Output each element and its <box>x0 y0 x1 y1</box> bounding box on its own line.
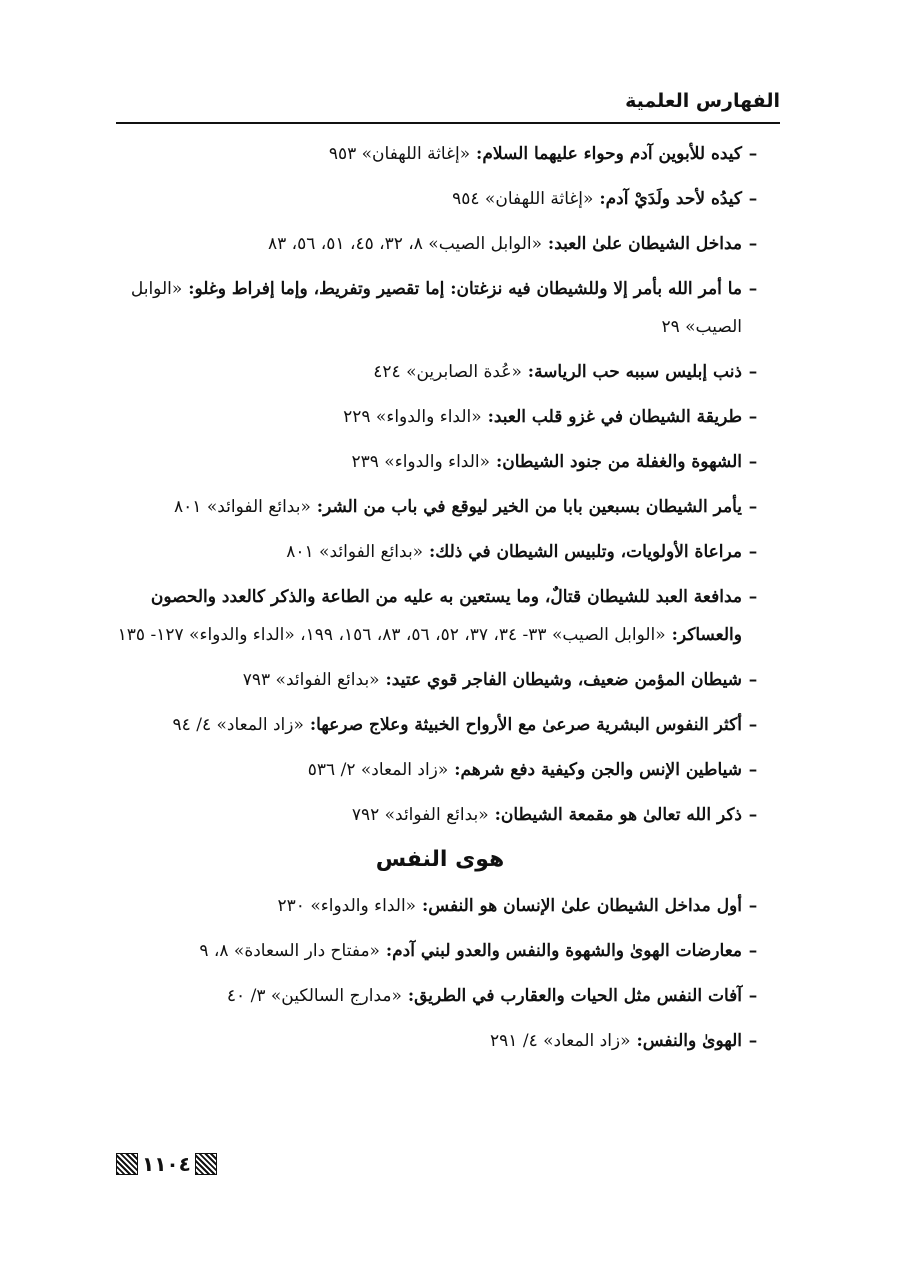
index-entry <box>116 887 764 925</box>
entry-dash: – <box>748 986 758 1006</box>
entry-topic: مداخل الشيطان علىٰ العبد: <box>547 234 742 254</box>
index-entry <box>116 932 764 970</box>
index-entry <box>116 488 764 526</box>
entry-dash: – <box>748 407 758 427</box>
entry-topic: معارضات الهوىٰ والشهوة والنفس والعدو لبني آدم: <box>385 941 742 961</box>
entry-topic: ما أمر الله بأمر إلا وللشيطان فيه نزغتان: إما تقصير وتفريط، وإما إفراط وغلو: <box>188 279 742 299</box>
entry-text <box>116 751 742 789</box>
entry-reference: «زاد المعاد» ٤/ ٢٩١ <box>490 1031 631 1051</box>
entry-reference: «زاد المعاد» ٢/ ٥٣٦ <box>307 760 449 780</box>
entry-reference: «بدائع الفوائد» ٧٩٣ <box>242 670 380 690</box>
entry-reference: «الداء والدواء» ٢٣٩ <box>351 452 491 472</box>
entry-topic: أكثر النفوس البشرية صرعىٰ مع الأرواح الخبيثة وعلاج صرعها: <box>309 715 742 735</box>
index-content <box>116 135 764 1067</box>
entry-dash: – <box>748 144 758 164</box>
entry-dash: – <box>748 1031 758 1051</box>
entry-dash: – <box>748 715 758 735</box>
entry-dash: – <box>748 452 758 472</box>
index-entry <box>116 135 764 173</box>
entries-list <box>116 887 764 1060</box>
entry-text <box>116 135 742 173</box>
entry-text <box>116 398 742 436</box>
entry-dash: – <box>748 760 758 780</box>
ornament-icon <box>195 1153 217 1175</box>
entry-reference: «الداء والدواء» ٢٣٠ <box>277 896 417 916</box>
index-entry <box>116 977 764 1015</box>
entry-reference: «إغاثة اللهفان» ٩٥٣ <box>328 144 471 164</box>
entry-reference: «إغاثة اللهفان» ٩٥٤ <box>452 189 594 209</box>
index-entry <box>116 661 764 699</box>
entry-topic: ذنب إبليس سببه حب الرياسة: <box>527 362 742 382</box>
entry-text <box>116 443 742 481</box>
entry-topic: ذكر الله تعالىٰ هو مقمعة الشيطان: <box>494 805 742 825</box>
entry-topic: الهوىٰ والنفس: <box>636 1031 742 1051</box>
entries-list <box>116 135 764 834</box>
entry-topic: مدافعة العبد للشيطان قتالٌ، وما يستعين به عليه من الطاعة والذكر كالعدد والحصون والعساكر: <box>150 587 742 645</box>
entry-dash: – <box>748 234 758 254</box>
index-entry <box>116 1022 764 1060</box>
index-entry <box>116 225 764 263</box>
header-title: الفهارس العلمية <box>625 90 780 112</box>
entry-reference: «الداء والدواء» ٢٢٩ <box>343 407 482 427</box>
entry-text <box>116 661 742 699</box>
entry-text <box>116 353 742 391</box>
entry-reference: «زاد المعاد» ٤/ ٩٤ <box>172 715 304 735</box>
index-entry <box>116 578 764 654</box>
entry-text <box>116 796 742 834</box>
entry-text <box>116 225 742 263</box>
entry-topic: طريقة الشيطان في غزو قلب العبد: <box>487 407 742 427</box>
entry-text <box>116 887 742 925</box>
entry-topic: شياطين الإنس والجن وكيفية دفع شرهم: <box>454 760 742 780</box>
entry-topic: مراعاة الأولويات، وتلبيس الشيطان في ذلك: <box>429 542 742 562</box>
entry-dash: – <box>748 805 758 825</box>
entry-topic: شيطان المؤمن ضعيف، وشيطان الفاجر قوي عتيد: <box>385 670 742 690</box>
index-entry <box>116 398 764 436</box>
running-header <box>116 90 780 124</box>
page-number: ١١٠٤ <box>142 1152 191 1176</box>
entry-text <box>116 180 742 218</box>
entry-text <box>116 488 742 526</box>
entry-reference: «بدائع الفوائد» ٨٠١ <box>286 542 424 562</box>
index-entry <box>116 180 764 218</box>
entry-dash: – <box>748 670 758 690</box>
index-entry <box>116 353 764 391</box>
entry-reference: «الوابل الصيب» ٨، ٣٢، ٤٥، ٥١، ٥٦، ٨٣ <box>267 234 542 254</box>
entry-reference: «الوابل الصيب» ٢٩ <box>130 279 742 337</box>
entry-text <box>116 932 742 970</box>
entry-reference: «الوابل الصيب» ٣٣- ٣٤، ٣٧، ٥٢، ٥٦، ٨٣، ١٥٦، ١٩٩، «الداء والدواء» ١٢٧- ١٣٥ <box>117 625 666 645</box>
entry-topic: أول مداخل الشيطان علىٰ الإنسان هو النفس: <box>422 896 742 916</box>
index-entry <box>116 270 764 346</box>
entry-reference: «عُدة الصابرين» ٤٢٤ <box>373 362 522 382</box>
entry-topic: يأمر الشيطان بسبعين بابا من الخير ليوقع في باب من الشر: <box>316 497 742 517</box>
entry-text <box>116 270 742 346</box>
entry-reference: «بدائع الفوائد» ٧٩٢ <box>351 805 489 825</box>
entry-reference: «مدارج السالكين» ٣/ ٤٠ <box>226 986 402 1006</box>
entry-topic: كيده للأبوين آدم وحواء عليهما السلام: <box>476 144 742 164</box>
index-entry <box>116 533 764 571</box>
entry-dash: – <box>748 189 758 209</box>
entry-text <box>116 578 742 654</box>
entry-dash: – <box>748 587 758 607</box>
entry-text <box>116 1022 742 1060</box>
entry-dash: – <box>748 941 758 961</box>
entry-reference: «بدائع الفوائد» ٨٠١ <box>174 497 311 517</box>
ornament-icon <box>116 1153 138 1175</box>
entry-dash: – <box>748 279 758 299</box>
entry-text <box>116 977 742 1015</box>
entry-topic: كيدُه لأحد ولَدَيْ آدم: <box>599 189 742 209</box>
index-entry <box>116 796 764 834</box>
entry-dash: – <box>748 497 758 517</box>
entry-topic: الشهوة والغفلة من جنود الشيطان: <box>495 452 742 472</box>
entry-text <box>116 533 742 571</box>
entry-dash: – <box>748 362 758 382</box>
entry-dash: – <box>748 896 758 916</box>
index-entry <box>116 751 764 789</box>
index-entry <box>116 706 764 744</box>
entry-text <box>116 706 742 744</box>
entry-reference: «مفتاح دار السعادة» ٨، ٩ <box>199 941 380 961</box>
index-entry <box>116 443 764 481</box>
entry-dash: – <box>748 542 758 562</box>
section-heading: هوى النفس <box>375 847 505 872</box>
entry-topic: آفات النفس مثل الحيات والعقارب في الطريق: <box>407 986 742 1006</box>
page-number-block <box>116 1152 217 1176</box>
